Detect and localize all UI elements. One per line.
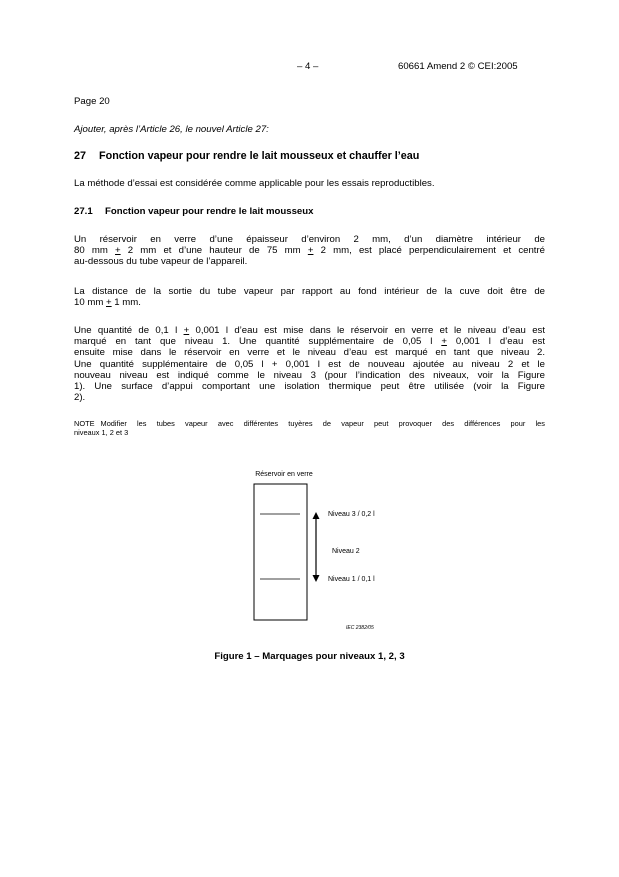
section-27-number: 27: [74, 150, 87, 162]
note-line: NOTE Modifier les tubes vapeur avec différentes tuyères de vapeur peut provoquer des différences pour les: [74, 419, 545, 428]
section-27-heading: [74, 150, 419, 162]
iec-reference: IEC 2382/05: [346, 625, 374, 631]
paragraph-line: au-dessous du tube vapeur de l’appareil.: [74, 256, 248, 268]
paragraph-line: marqué en tant que niveau 1. Une quantité supplémentaire de 0,05 l + 0,001 l d’eau est: [74, 336, 546, 348]
paragraph-line: 2).: [74, 392, 86, 404]
paragraph-line: Une quantité supplémentaire de 0,05 l + 0,001 l est de nouveau ajoutée au niveau 2 et le: [74, 358, 545, 370]
section-27-1-heading: [74, 206, 313, 217]
container-label: Réservoir en verre: [255, 471, 313, 478]
paragraph-line: La distance de la sortie du tube vapeur par rapport au fond intérieur de la cuve doit être de: [74, 286, 545, 297]
level-1-label: Niveau 1 / 0,1 l: [328, 576, 375, 583]
note-line: niveaux 1, 2 et 3: [74, 428, 129, 437]
paragraph-line: 10 mm + 1 mm.: [74, 297, 141, 309]
glass-container: [254, 484, 307, 620]
paragraph-line: nouveau niveau est indiqué comme le niveau 3 (pour l’indication des niveaux, voir la Figure: [74, 369, 545, 381]
page-label: Page 20: [74, 96, 110, 107]
note: [74, 419, 545, 437]
paragraph-line: ensuite mise dans le réservoir en verre et le niveau d’eau est marqué en tant que niveau 2.: [74, 347, 545, 359]
section-27-1-title: Fonction vapeur pour rendre le lait mousseux: [105, 206, 314, 217]
figure-caption: Figure 1 – Marquages pour niveaux 1, 2, 3: [214, 651, 405, 662]
note-label: NOTE: [74, 419, 95, 428]
header-page-number: – 4 –: [297, 61, 319, 72]
paragraph-line: 80 mm + 2 mm et d’une hauteur de 75 mm + 2 mm, est placé perpendiculairement et centré: [74, 245, 545, 257]
paragraph-line: 1). Une surface d’appui comportant une isolation thermique peut être utilisée (voir la Figure: [74, 380, 545, 392]
paragraph-container: [74, 234, 545, 268]
amendment-instruction: Ajouter, après l’Article 26, le nouvel Article 27:: [74, 124, 269, 135]
level-3-label: Niveau 3 / 0,2 l: [328, 511, 375, 518]
section-27-title: Fonction vapeur pour rendre le lait mousseux et chauffer l’eau: [99, 150, 420, 162]
arrow-up-icon: [313, 512, 320, 519]
header-document-reference: 60661 Amend 2 © CEI:2005: [398, 61, 518, 72]
arrow-down-icon: [313, 575, 320, 582]
paragraph-line: Une quantité de 0,1 l + 0,001 l d’eau est mise dans le réservoir en verre et le niveau d’eau est: [74, 325, 545, 336]
figure-1-diagram: [0, 460, 619, 680]
section-27-1-number: 27.1: [74, 206, 93, 217]
paragraph-quantities: [74, 325, 545, 403]
section-27-intro: La méthode d’essai est considérée comme applicable pour les essais reproductibles.: [74, 178, 435, 189]
paragraph-distance: [74, 286, 545, 308]
paragraph-line: Un réservoir en verre d’une épaisseur d’environ 2 mm, d’un diamètre intérieur de: [74, 234, 545, 245]
level-2-label: Niveau 2: [332, 548, 360, 555]
